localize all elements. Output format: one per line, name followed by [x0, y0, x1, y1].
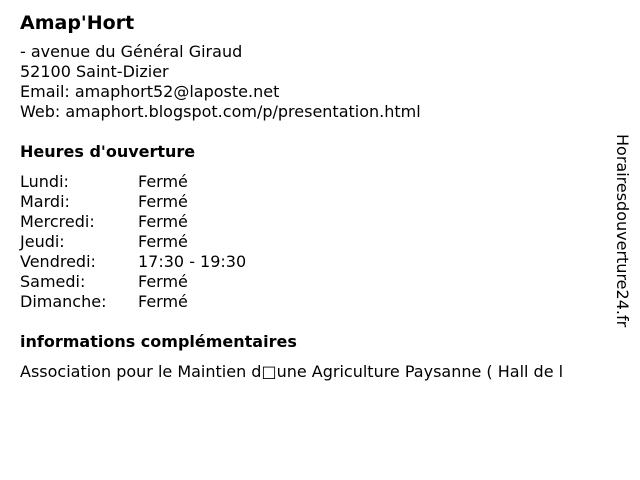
hours-day: Dimanche: — [20, 292, 107, 311]
hours-row-friday — [20, 252, 612, 272]
hours-day: Mardi: — [20, 192, 70, 211]
info-heading: informations complémentaires — [20, 332, 297, 351]
business-name: Amap'Hort — [20, 12, 135, 34]
hours-row-wednesday — [20, 212, 612, 232]
watermark-text: Horairesdouverture24.fr — [613, 134, 632, 328]
hours-row-tuesday — [20, 192, 612, 212]
hours-time: Fermé — [138, 272, 188, 291]
hours-day: Jeudi: — [20, 232, 65, 251]
info-text: Association pour le Maintien d□une Agriculture Paysanne ( Hall de l — [20, 362, 564, 381]
address-line-2: 52100 Saint-Dizier — [20, 62, 169, 81]
hours-time: Fermé — [138, 192, 188, 211]
hours-row-thursday — [20, 232, 612, 252]
hours-time: Fermé — [138, 232, 188, 251]
hours-heading: Heures d'ouverture — [20, 142, 196, 161]
hours-day: Vendredi: — [20, 252, 96, 271]
hours-time: Fermé — [138, 292, 188, 311]
email-line: Email: amaphort52@laposte.net — [20, 82, 280, 101]
hours-day: Mercredi: — [20, 212, 95, 231]
web-line: Web: amaphort.blogspot.com/p/presentation.html — [20, 102, 421, 121]
hours-row-monday — [20, 172, 612, 192]
business-card — [20, 10, 612, 382]
hours-time: Fermé — [138, 172, 188, 191]
hours-row-saturday — [20, 272, 612, 292]
address-line-1: - avenue du Général Giraud — [20, 42, 243, 61]
hours-time: 17:30 - 19:30 — [138, 252, 247, 271]
hours-time: Fermé — [138, 212, 188, 231]
hours-day: Samedi: — [20, 272, 86, 291]
hours-day: Lundi: — [20, 172, 69, 191]
site-watermark — [612, 134, 634, 374]
hours-row-sunday — [20, 292, 612, 312]
